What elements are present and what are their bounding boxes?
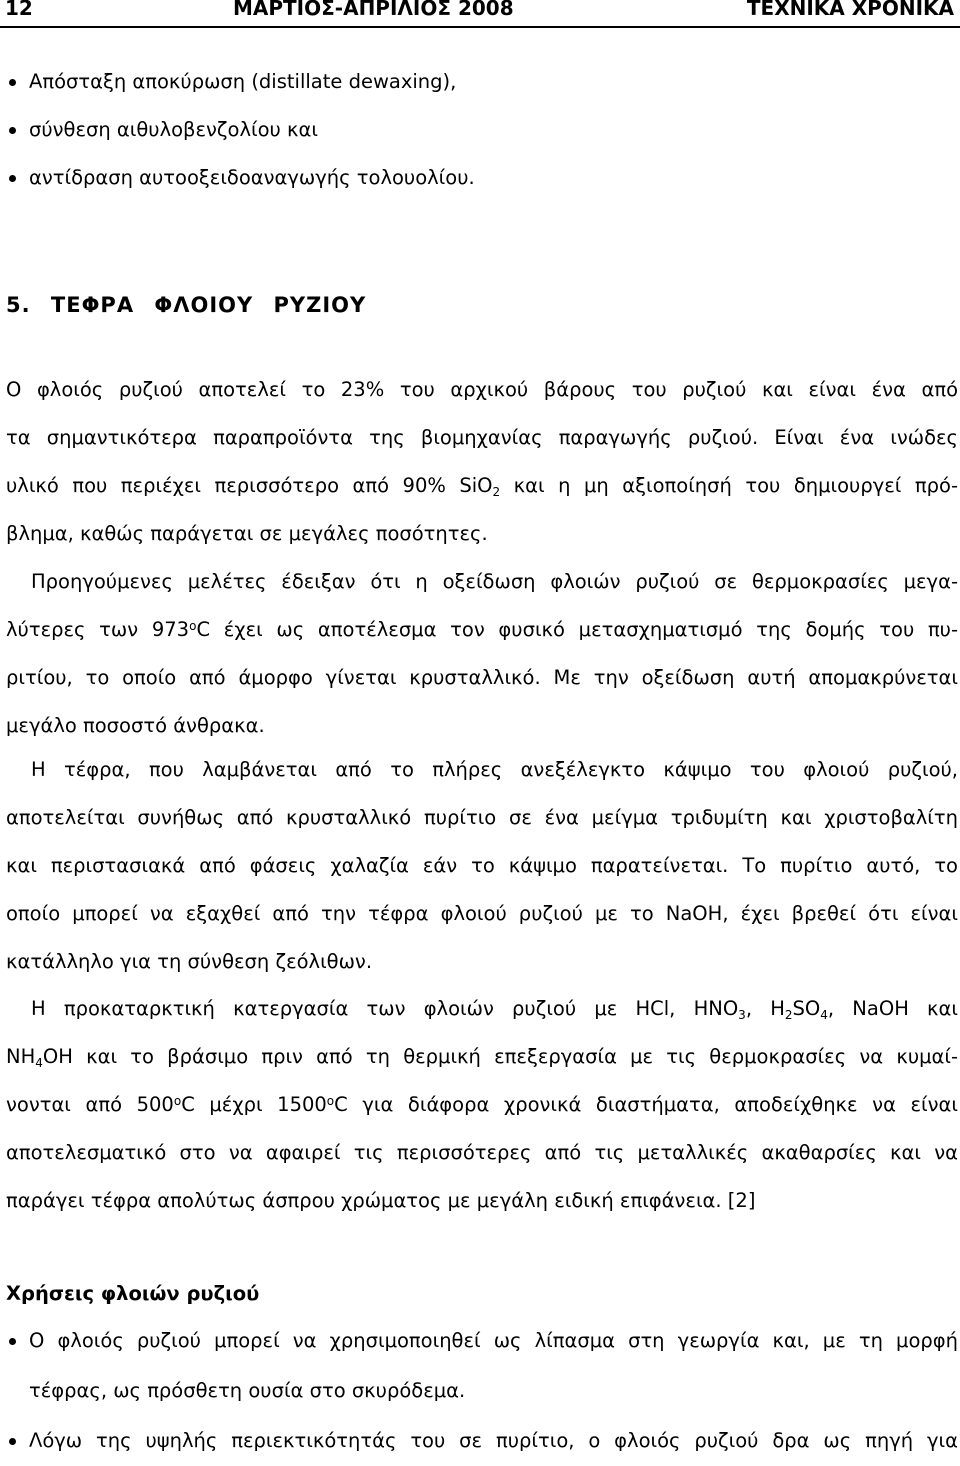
header-rule bbox=[0, 26, 960, 28]
text-run: SO bbox=[792, 997, 821, 1020]
list-item-text: τέφρας, ως πρόσθετη ουσία στο σκυρόδεμα. bbox=[29, 1379, 466, 1402]
text-line: Προηγούμενες μελέτες έδειξαν ότι η οξείδωση φλοιών ρυζιού σε θερμοκρασίες μεγα- bbox=[31, 570, 958, 593]
superscript: o bbox=[326, 1094, 335, 1108]
text-run: υλικό που περιέχει περισσότερο από 90% SiO bbox=[6, 474, 493, 497]
superscript: o bbox=[189, 619, 197, 633]
paragraph-1 bbox=[6, 366, 958, 558]
text-run: C για διάφορα χρονικά διαστήματα, αποδείχθηκε να είναι bbox=[334, 1093, 958, 1116]
text-line: Ο φλοιός ρυζιού αποτελεί το 23% του αρχικού βάρους του ρυζιού και είναι ένα από bbox=[6, 378, 958, 401]
text-line: και περιστασιακά από φάσεις χαλαζία εάν το κάψιμο παρατείνεται. Το πυρίτιο αυτό, το bbox=[6, 854, 958, 877]
subscript: 2 bbox=[492, 485, 501, 499]
paragraph-4 bbox=[6, 985, 958, 1225]
text-line: κατάλληλο για τη σύνθεση ζεόλιθων. bbox=[6, 950, 373, 973]
list-item bbox=[6, 1316, 958, 1416]
text-line bbox=[6, 462, 958, 510]
text-line: μεγάλο ποσοστό άνθρακα. bbox=[6, 714, 265, 737]
text-line bbox=[6, 606, 958, 654]
list-item-text: Ο φλοιός ρυζιού μπορεί να χρησιμοποιηθεί ως λίπασμα στη γεωργία και, με τη μορφή bbox=[29, 1329, 958, 1352]
list-item bbox=[6, 106, 475, 154]
text-run: και η μη αξιοποίησή του δημιουργεί πρό- bbox=[500, 474, 958, 497]
bullet-icon bbox=[9, 175, 16, 182]
uses-list bbox=[6, 1316, 958, 1466]
list-item bbox=[6, 154, 475, 202]
subscript: 2 bbox=[784, 1008, 793, 1022]
list-item-text: σύνθεση αιθυλοβενζολίου και bbox=[29, 118, 318, 141]
text-run: C μέχρι 1500 bbox=[181, 1093, 327, 1116]
text-line bbox=[6, 1033, 958, 1081]
subscript: 4 bbox=[820, 1008, 828, 1022]
text-line: αποτελείται συνήθως από κρυσταλλικό πυρίτιο σε ένα μείγμα τριδυμίτη και χριστοβαλίτη bbox=[6, 806, 958, 829]
bullet-list-top bbox=[6, 58, 475, 202]
paragraph-3 bbox=[6, 746, 958, 986]
uses-heading: Χρήσεις φλοιών ρυζιού bbox=[6, 1282, 260, 1305]
issue-date: ΜΑΡΤΙΟΣ-ΑΠΡΙΛΙΟΣ 2008 bbox=[233, 0, 514, 20]
text-line: ριτίου, το οποίο από άμορφο γίνεται κρυσταλλικό. Με την οξείδωση αυτή απομακρύνεται bbox=[6, 666, 958, 689]
text-run: , NaOH και bbox=[827, 997, 959, 1020]
text-run: νονται από 500 bbox=[6, 1093, 174, 1116]
list-item-text: αντίδραση αυτοοξειδοαναγωγής τολουολίου. bbox=[29, 166, 475, 189]
superscript: o bbox=[173, 1094, 182, 1108]
text-line: παράγει τέφρα απολύτως άσπρου χρώματος με μεγάλη ειδική επιφάνεια. [2] bbox=[6, 1189, 756, 1212]
list-item bbox=[6, 1416, 958, 1466]
bullet-icon bbox=[9, 127, 16, 134]
list-item-text: Λόγω της υψηλής περιεκτικότητάς του σε πυρίτιο, ο φλοιός ρυζιού δρα ως πηγή για bbox=[29, 1429, 958, 1452]
bullet-icon bbox=[9, 79, 16, 86]
text-line: αποτελεσματικό στο να αφαιρεί τις περισσότερες από τις μεταλλικές ακαθαρσίες και να bbox=[6, 1141, 958, 1164]
text-run: C έχει ως αποτέλεσμα τον φυσικό μετασχηματισμό της δομής του πυ- bbox=[196, 618, 959, 641]
text-run: Η προκαταρκτική κατεργασία των φλοιών ρυζιού με HCl, HNO bbox=[31, 997, 739, 1020]
text-run: λύτερες των 973 bbox=[6, 618, 190, 641]
text-line: βλημα, καθώς παράγεται σε μεγάλες ποσότητες. bbox=[6, 522, 488, 545]
page-number: 12 bbox=[5, 0, 33, 20]
text-run: OH και το βράσιμο πριν από τη θερμική επεξεργασία με τις θερμοκρασίες να κυμαί- bbox=[42, 1045, 958, 1068]
text-line bbox=[6, 985, 958, 1033]
text-run: , H bbox=[745, 997, 785, 1020]
bullet-icon bbox=[9, 1438, 16, 1445]
list-item-text: Απόσταξη αποκύρωση (distillate dewaxing), bbox=[29, 70, 457, 93]
text-line: Η τέφρα, που λαμβάνεται από το πλήρες ανεξέλεγκτο κάψιμο του φλοιού ρυζιού, bbox=[31, 758, 958, 781]
text-line: τα σημαντικότερα παραπροϊόντα της βιομηχανίας παραγωγής ρυζιού. Είναι ένα ινώδες bbox=[6, 426, 958, 449]
subscript: 4 bbox=[35, 1056, 43, 1070]
journal-name: ΤΕΧΝΙΚΑ ΧΡΟΝΙΚΑ bbox=[746, 0, 954, 20]
text-run: NH bbox=[6, 1045, 36, 1068]
list-item bbox=[6, 58, 475, 106]
paragraph-2 bbox=[6, 558, 958, 750]
bullet-icon bbox=[9, 1338, 16, 1345]
text-line bbox=[6, 1081, 958, 1129]
page-header bbox=[0, 0, 960, 26]
section-title: 5. ΤΕΦΡΑ ΦΛΟΙΟΥ ΡΥΖΙΟΥ bbox=[6, 293, 367, 317]
subscript: 3 bbox=[738, 1008, 746, 1022]
text-line: οποίο μπορεί να εξαχθεί από την τέφρα φλοιού ρυζιού με το NaOH, έχει βρεθεί ότι είναι bbox=[6, 902, 958, 925]
